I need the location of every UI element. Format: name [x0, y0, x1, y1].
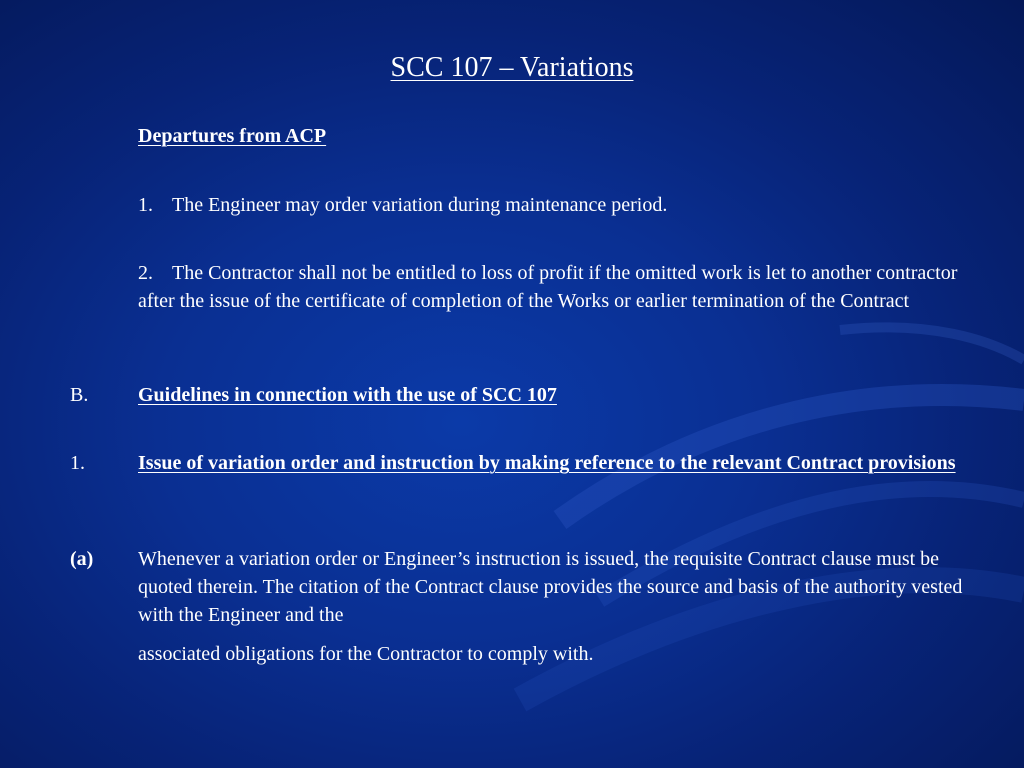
- point-a-marker: (a): [70, 548, 94, 570]
- point-a-text-part2: associated obligations for the Contractor to comply with.: [138, 643, 594, 665]
- departures-item-1: [138, 191, 968, 219]
- slide-title: [0, 50, 1024, 86]
- point-1-heading: Issue of variation order and instruction by making reference to the relevant Contract provisions: [138, 452, 956, 474]
- departures-item-2: [138, 259, 968, 315]
- slide-title-text: SCC 107 – Variations: [390, 52, 634, 83]
- departures-item-2-text: The Contractor shall not be entitled to loss of profit if the omitted work is let to another contractor after the issue of the certificate of completion of the Works or earlier termination of the Contract: [138, 262, 958, 312]
- departures-item-1-text: The Engineer may order variation during maintenance period.: [172, 194, 668, 216]
- section-b-marker: B.: [70, 384, 89, 406]
- departures-item-2-number: 2.: [138, 262, 153, 284]
- point-1-marker: 1.: [70, 452, 85, 474]
- point-a-text-part1: Whenever a variation order or Engineer’s instruction is issued, the requisite Contract clause must be quoted therein. The citation of the Contract clause provides the source and basis of the authority vested with the Engineer and the: [138, 548, 963, 626]
- section-b-heading: Guidelines in connection with the use of SCC 107: [138, 384, 557, 406]
- departures-heading: Departures from ACP: [138, 125, 327, 147]
- departures-item-1-number: 1.: [138, 194, 153, 216]
